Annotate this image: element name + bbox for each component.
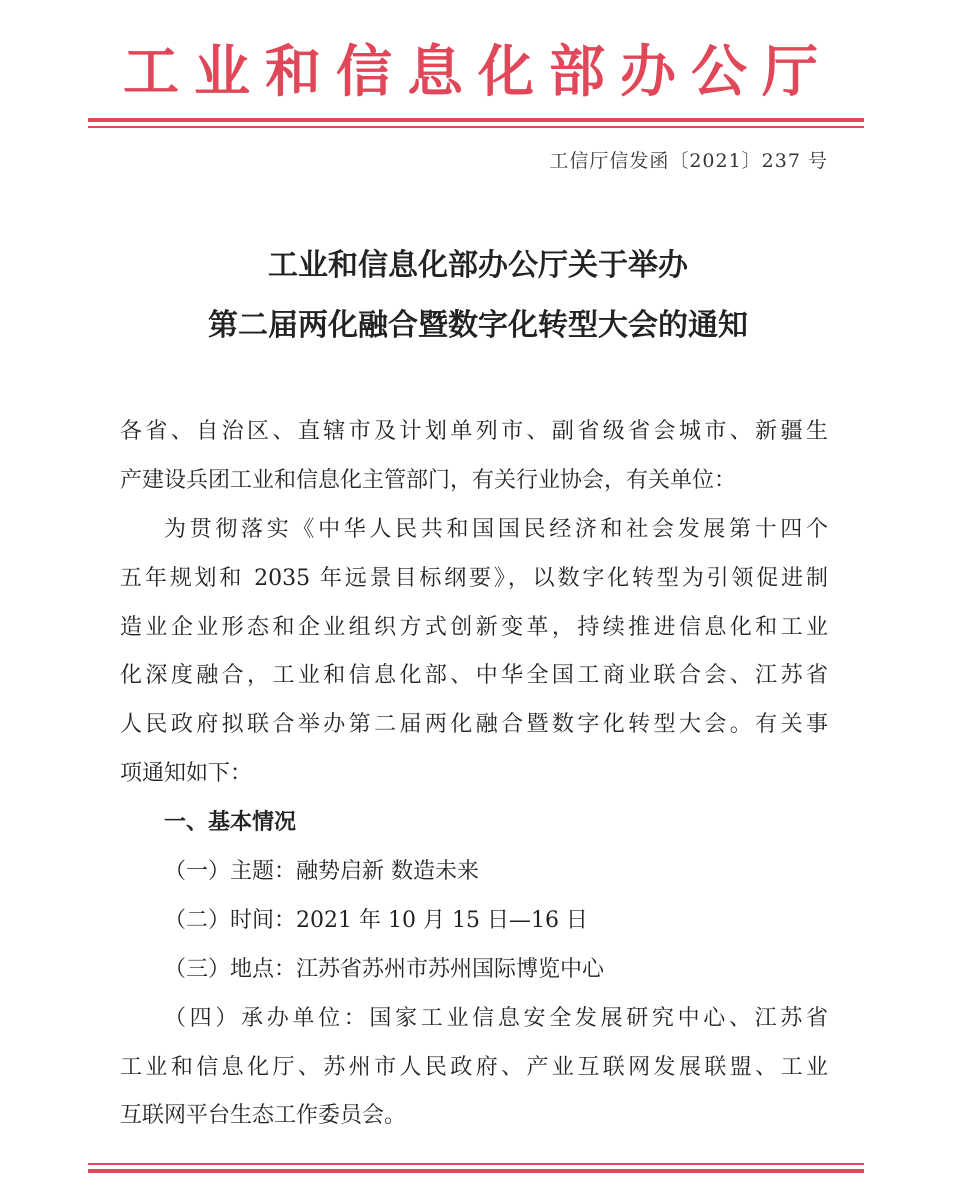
section-heading: 一、基本情况 [164, 810, 297, 836]
document-number: 工信厅信发函〔2021〕237 号 [549, 150, 828, 172]
notice-title-line-1: 工业和信息化部办公厅关于举办 [268, 248, 688, 283]
body-line: 人民政府拟联合举办第二届两化融合暨数字化转型大会。有关事 [120, 712, 828, 738]
agency-masthead: 工业和信息化部办公厅 [123, 40, 833, 105]
body-line: 项通知如下： [120, 761, 253, 787]
body-line: （一）主题：融势启新 数造未来 [164, 859, 479, 885]
footer-divider-thin [88, 1163, 864, 1165]
body-line: 五年规划和 2035 年远景目标纲要》，以数字化转型为引领促进制 [120, 565, 828, 591]
body-line: （二）时间：2021 年 10 月 15 日—16 日 [164, 907, 588, 933]
notice-body [120, 408, 828, 1141]
body-line: 产建设兵团工业和信息化主管部门，有关行业协会，有关单位： [120, 467, 737, 493]
body-line: （三）地点：江苏省苏州市苏州国际博览中心 [164, 956, 605, 982]
footer-divider-thick [88, 1169, 864, 1173]
body-line: 为贯彻落实《中华人民共和国国民经济和社会发展第十四个 [164, 516, 828, 542]
body-line: （四）承办单位：国家工业信息安全发展研究中心、江苏省 [164, 1005, 828, 1031]
body-line: 化深度融合，工业和信息化部、中华全国工商业联合会、江苏省 [120, 663, 828, 689]
notice-title-line-2: 第二届两化融合暨数字化转型大会的通知 [208, 308, 748, 343]
body-line: 互联网平台生态工作委员会。 [120, 1103, 407, 1129]
body-line: 各省、自治区、直辖市及计划单列市、副省级省会城市、新疆生 [120, 419, 828, 444]
header-divider-thick [88, 118, 864, 122]
body-line: 造业企业形态和企业组织方式创新变革，持续推进信息化和工业 [120, 614, 828, 640]
header-divider-thin [88, 126, 864, 128]
body-line: 工业和信息化厅、苏州市人民政府、产业互联网发展联盟、工业 [120, 1054, 828, 1080]
